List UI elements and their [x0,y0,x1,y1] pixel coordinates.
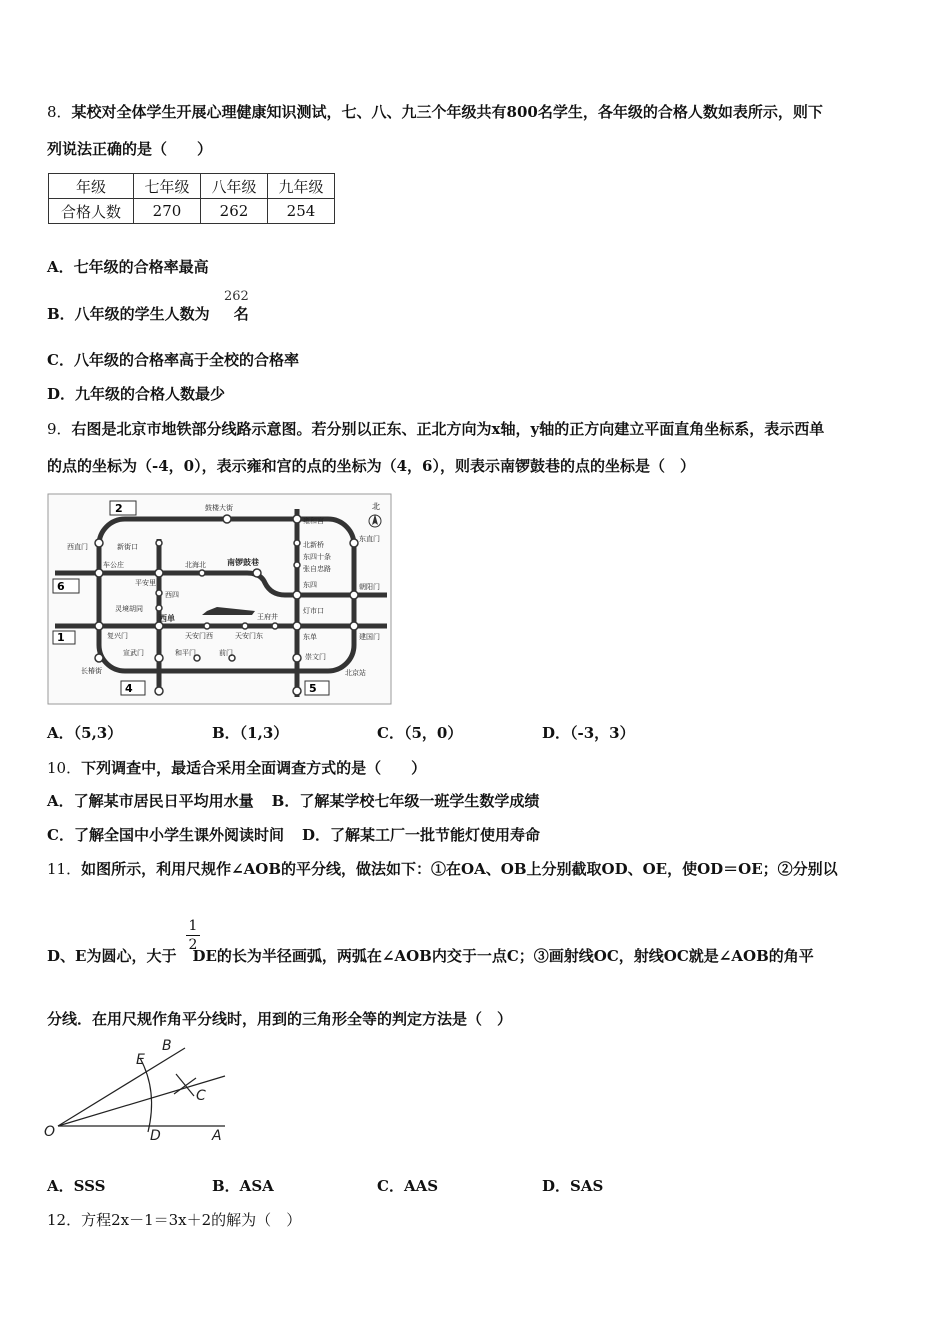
q11-stem-line2-pre: D、E为圆心，大于 [47,947,177,965]
q11-option-a: A．SSS [47,1177,106,1195]
line2-badge [110,501,136,515]
arc-from-d [176,1074,194,1096]
station-beixinqiao [294,540,300,546]
station-dongzhimen [350,539,358,547]
station-xizhimen [95,539,103,547]
line2-badge-text: 2 [115,502,123,515]
label-jianguomen: 建国门 [359,633,380,641]
station-dongsi [293,591,301,599]
q10-option-b: B．了解某学校七年级一班学生数学成绩 [271,792,540,810]
q12-line1 [47,1210,301,1230]
q9-line1 [47,419,824,439]
station-tiananmendong [242,623,248,629]
label-chongwenmen: 崇文门 [305,653,326,661]
label-pinganli: 平安里 [135,579,156,587]
station-pinganli [155,569,163,577]
label-a: A [212,1128,222,1144]
q8-stem-line1: 某校对全体学生开展心理健康知识测试，七、八、九三个年级共有800名学生，各年级的合格人数如表所示，则下 [71,103,823,121]
station-xidan [155,622,163,630]
q9-option-a: A．（5,3） [47,724,123,742]
label-changchunjie: 长椿街 [81,667,102,675]
q8-option-b-text: B．八年级的学生人数为 [47,305,210,323]
q11-stem-line2-post: DE的长为半径画弧，两弧在∠AOB内交于一点C；③画射线OC，射线OC就是∠AOB的角平 [192,947,814,965]
station-dongdan [293,622,301,630]
table-cell: 270 [134,199,201,224]
station-fuxingmen [95,622,103,630]
label-hepingmen: 和平门 [175,649,196,657]
label-qianmen: 前门 [219,649,233,657]
label-xisi: 西四 [165,591,179,599]
label-fuxingmen: 复兴门 [107,632,128,640]
q12-number: 12． [47,1211,82,1229]
q11-fraction-denominator: 2 [188,937,198,953]
station-nanluoguxiang [253,569,261,577]
q8-option-c: C．八年级的合格率高于全校的合格率 [47,351,299,369]
label-xinjiekou: 新街口 [117,543,138,551]
station-zhangzizhonglu [294,562,300,568]
label-b: B [162,1038,172,1054]
label-beixinqiao: 北新桥 [303,541,324,549]
q8-pass-count-table [48,173,335,224]
label-c: C [196,1088,206,1104]
q10-number: 10． [47,759,82,777]
label-nanluoguxiang: 南锣鼓巷 [227,558,259,567]
q9-stem-line2: 的点的坐标为（-4，0），表示雍和宫的点的坐标为（4，6），则表示南锣鼓巷的点的坐标是（ ） [47,457,695,475]
label-tiananmendong: 天安门东 [235,632,263,640]
station-line5-south [293,687,301,695]
q11-option-d: D．SAS [542,1177,604,1195]
table-header-cell: 七年级 [134,174,201,199]
label-gulou: 鼓楼大街 [205,504,233,512]
station-xisi [156,590,162,596]
label-yonghegong: 雍和宫 [303,517,324,525]
q8-line1 [47,102,823,122]
label-e: E [136,1052,145,1068]
label-zhangzizhonglu: 张自忠路 [303,565,331,573]
table-header-cell: 九年级 [268,174,335,199]
station-lingjinghutong [156,605,162,611]
q8-stem-line2: 列说法正确的是（ ） [47,140,213,158]
q8-option-b [47,304,249,324]
q11-stem-line3: 分线．在用尺规作角平分线时，用到的三角形全等的判定方法是（ ） [47,1010,513,1028]
q10-option-c: C．了解全国中小学生课外阅读时间 [47,826,284,844]
q9-number: 9． [47,420,72,438]
q11-line2 [47,946,814,966]
north-label: 北 [372,502,380,511]
station-wangfujing [272,623,278,629]
station-gulou [223,515,231,523]
label-lingjinghutong: 灵境胡同 [115,605,143,613]
q10-stem: 下列调查中，最适合采用全面调查方式的是（ ） [81,759,427,777]
q10-line1 [47,758,426,778]
table-row [49,199,335,224]
station-chongwenmen [293,654,301,662]
line5-badge-text: 5 [309,682,317,695]
q11-fraction-bar [186,935,200,936]
q10-options-row1 [47,791,539,811]
label-dengshikou: 灯市口 [303,607,324,615]
q8-number: 8． [47,103,72,121]
station-tiananmenxi [204,623,210,629]
q12-stem: 方程2x－1＝3x＋2的解为（ ） [81,1211,302,1229]
q11-stem-line1: 如图所示，利用尺规作∠AOB的平分线，做法如下：①在OA、OB上分别截取OD、OE，使OD＝OE；②分别以 [81,860,838,878]
label-chegongzhuang: 车公庄 [103,561,124,569]
q9-option-b: B．（1,3） [212,724,289,742]
angle-bisector-figure [40,1036,240,1146]
q11-option-c: C．AAS [377,1177,439,1195]
label-dongsi: 东四 [303,581,317,589]
label-dongdan: 东单 [303,633,317,641]
table-row-label: 合格人数 [49,199,134,224]
q10-option-d: D．了解某工厂一批节能灯使用寿命 [301,826,540,844]
q11-fraction-numerator: 1 [188,918,198,934]
station-line4-south [155,687,163,695]
label-tiananmenxi: 天安门西 [185,632,213,640]
label-dongzhimen: 东直门 [359,535,380,543]
label-dongsishitiao: 东四十条 [303,553,331,561]
station-beihaibei [199,570,205,576]
station-chaoyangmen [350,591,358,599]
station-chegongzhuang [95,569,103,577]
station-xinjiekou [156,540,162,546]
label-d: D [150,1128,161,1144]
label-xidan: 西单 [159,614,175,623]
line6-badge-text: 6 [57,580,65,593]
table-header-cell: 年级 [49,174,134,199]
q9-option-c: C．（5，0） [377,724,463,742]
line1-badge-text: 1 [57,631,65,644]
station-xuanwumen [155,654,163,662]
q8-option-d: D．九年级的合格人数最少 [47,385,226,403]
line4-badge-text: 4 [125,682,133,695]
label-xuanwumen: 宣武门 [123,649,144,657]
q9-option-d: D．（-3，3） [542,724,635,742]
q8-option-a: A．七年级的合格率最高 [47,258,209,276]
ray-ob [58,1048,185,1126]
q10-options-row2 [47,825,540,845]
label-beijingzhan: 北京站 [345,669,366,677]
q11-line1 [47,859,838,879]
station-yonghegong [293,515,301,523]
q8-option-b-value: 262 [224,289,249,304]
table-cell: 262 [201,199,268,224]
station-jianguomen [350,622,358,630]
q8-option-b-suffix: 名 [233,305,249,323]
table-header-row [49,174,335,199]
label-xizhimen: 西直门 [67,543,88,551]
table-cell: 254 [268,199,335,224]
table-header-cell: 八年级 [201,174,268,199]
q10-option-a: A．了解某市居民日平均用水量 [47,792,254,810]
label-beihaibei: 北海北 [185,561,206,569]
label-o: O [44,1124,56,1140]
station-changchunjie [95,654,103,662]
q9-stem-line1: 右图是北京市地铁部分线路示意图。若分别以正东、正北方向为x轴，y轴的正方向建立平面直角坐标系，表示西单 [71,420,825,438]
subway-map-figure [47,493,392,705]
label-wangfujing: 王府井 [257,613,278,621]
label-chaoyangmen: 朝阳门 [359,583,380,591]
q11-option-b: B．ASA [212,1177,274,1195]
q11-number: 11． [47,860,82,878]
